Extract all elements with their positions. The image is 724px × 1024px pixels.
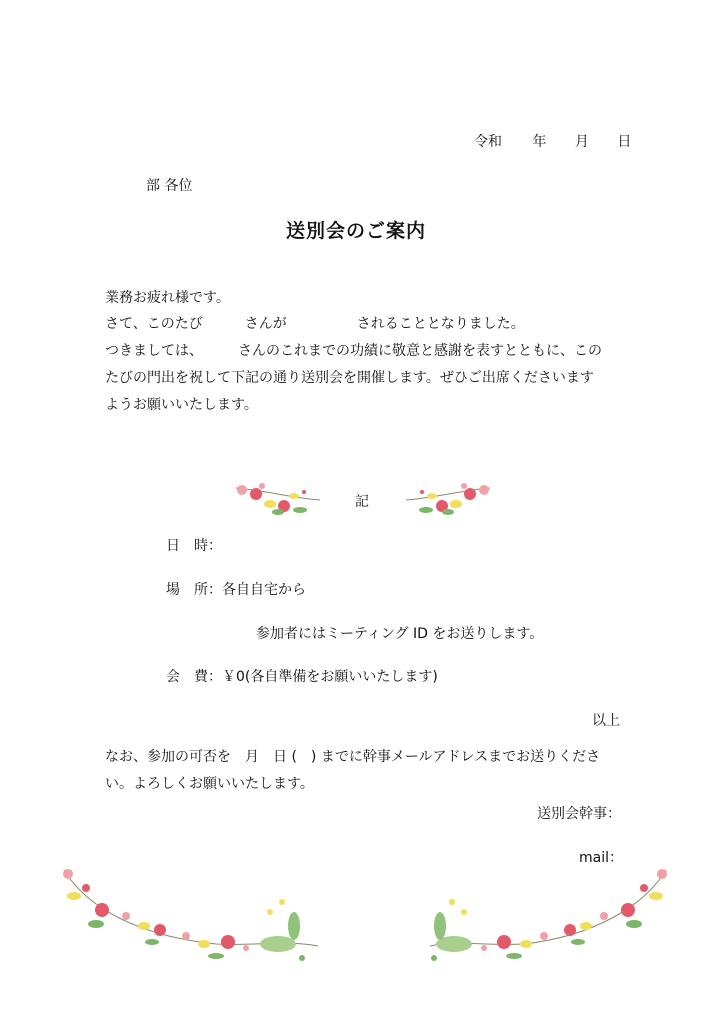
body-line-4: たびの門出を祝して下記の通り送別会を開催します。ぜひご出席くださいます (105, 370, 594, 386)
organizer-label: 送別会幹事： (537, 806, 621, 822)
date-month: 月 (574, 134, 589, 150)
date-era: 令和 (474, 134, 502, 150)
flower-ornament-right (404, 478, 494, 522)
date-line (474, 128, 631, 156)
page-title: 送別会のご案内 (286, 220, 427, 242)
date-year: 年 (532, 134, 547, 150)
closing-ijou: 以上 (592, 713, 620, 729)
recipient: 部 各位 (146, 178, 193, 194)
date-day: 日 (617, 134, 632, 150)
organizer-mail-label: mail： (579, 850, 623, 866)
body-line-1: 業務お疲れ様です。 (105, 290, 230, 306)
body-line-3: つきましては、 さんのこれまでの功績に敬意と感謝を表すとともに、この (105, 343, 602, 359)
flower-ornament-left (232, 478, 322, 522)
place-label: 場 所：各自自宅から (166, 582, 306, 598)
fee-label: 会 費：￥0(各自準備をお願いいたします) (166, 669, 438, 685)
flower-garland-left (56, 866, 326, 976)
datetime-label: 日 時： (166, 538, 222, 554)
body-line-5: ようお願いいたします。 (105, 397, 258, 413)
body-line-2: さて、このたび さんが されることとなりました。 (105, 316, 525, 332)
notice-heading: 記 (355, 494, 369, 510)
flower-garland-right (424, 866, 674, 976)
footer-note-line-1: なお、参加の可否を 月 日 ( ) までに幹事メールアドレスまでお送りくださ (105, 749, 601, 765)
footer-note-line-2: い。よろしくお願いいたします。 (105, 776, 314, 792)
place-note: 参加者にはミーティング ID をお送りします。 (256, 626, 544, 642)
